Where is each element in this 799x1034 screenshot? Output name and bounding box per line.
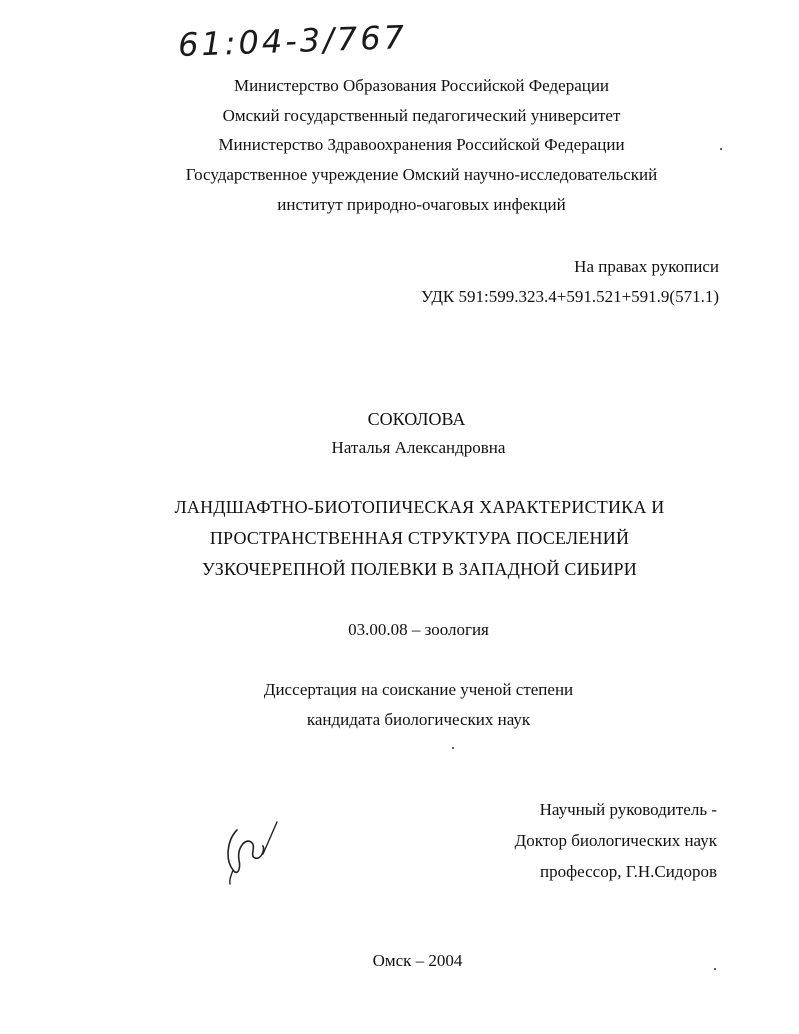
supervisor-line-3: профессор, Г.Н.Сидоров xyxy=(540,862,717,881)
degree-line-2: кандидата биологических наук xyxy=(306,710,531,729)
thesis-title-line-2: ПРОСТРАНСТВЕННАЯ СТРУКТУРА ПОСЕЛЕНИЙ xyxy=(209,528,630,548)
degree-line-1: Диссертация на соискание ученой степени xyxy=(263,680,574,699)
thesis-title-line-3: УЗКОЧЕРЕПНОЙ ПОЛЕВКИ В ЗАПАДНОЙ СИБИРИ xyxy=(202,559,637,579)
header-line-5: институт природно-очаговых инфекций xyxy=(277,195,566,214)
header-line-2: Омский государственный педагогический университет xyxy=(222,106,621,125)
scan-speck xyxy=(714,968,716,970)
author-given-names: Наталья Александровна xyxy=(331,438,506,457)
supervisor-line-2: Доктор биологических наук xyxy=(514,831,717,850)
rights-notice: На правах рукописи xyxy=(574,257,719,276)
scan-speck xyxy=(452,747,454,749)
supervisor-line-1: Научный руководитель - xyxy=(539,800,717,819)
author-surname: СОКОЛОВА xyxy=(367,409,466,429)
header-line-1: Министерство Образования Российской Федерации xyxy=(233,76,610,95)
specialty: 03.00.08 – зоология xyxy=(348,620,489,639)
scan-speck xyxy=(720,148,722,150)
udc-code: УДК 591:599.323.4+591.521+591.9(571.1) xyxy=(421,287,719,306)
header-line-4: Государственное учреждение Омский научно-исследовательский xyxy=(185,165,658,184)
handwritten-signature xyxy=(215,800,305,890)
place-year: Омск – 2004 xyxy=(372,951,463,970)
header-line-3: Министерство Здравоохранения Российской Федерации xyxy=(218,135,625,154)
archive-number: 61:04-3/767 xyxy=(177,18,408,64)
thesis-title-line-1: ЛАНДШАФТНО-БИОТОПИЧЕСКАЯ ХАРАКТЕРИСТИКА И xyxy=(174,497,665,517)
